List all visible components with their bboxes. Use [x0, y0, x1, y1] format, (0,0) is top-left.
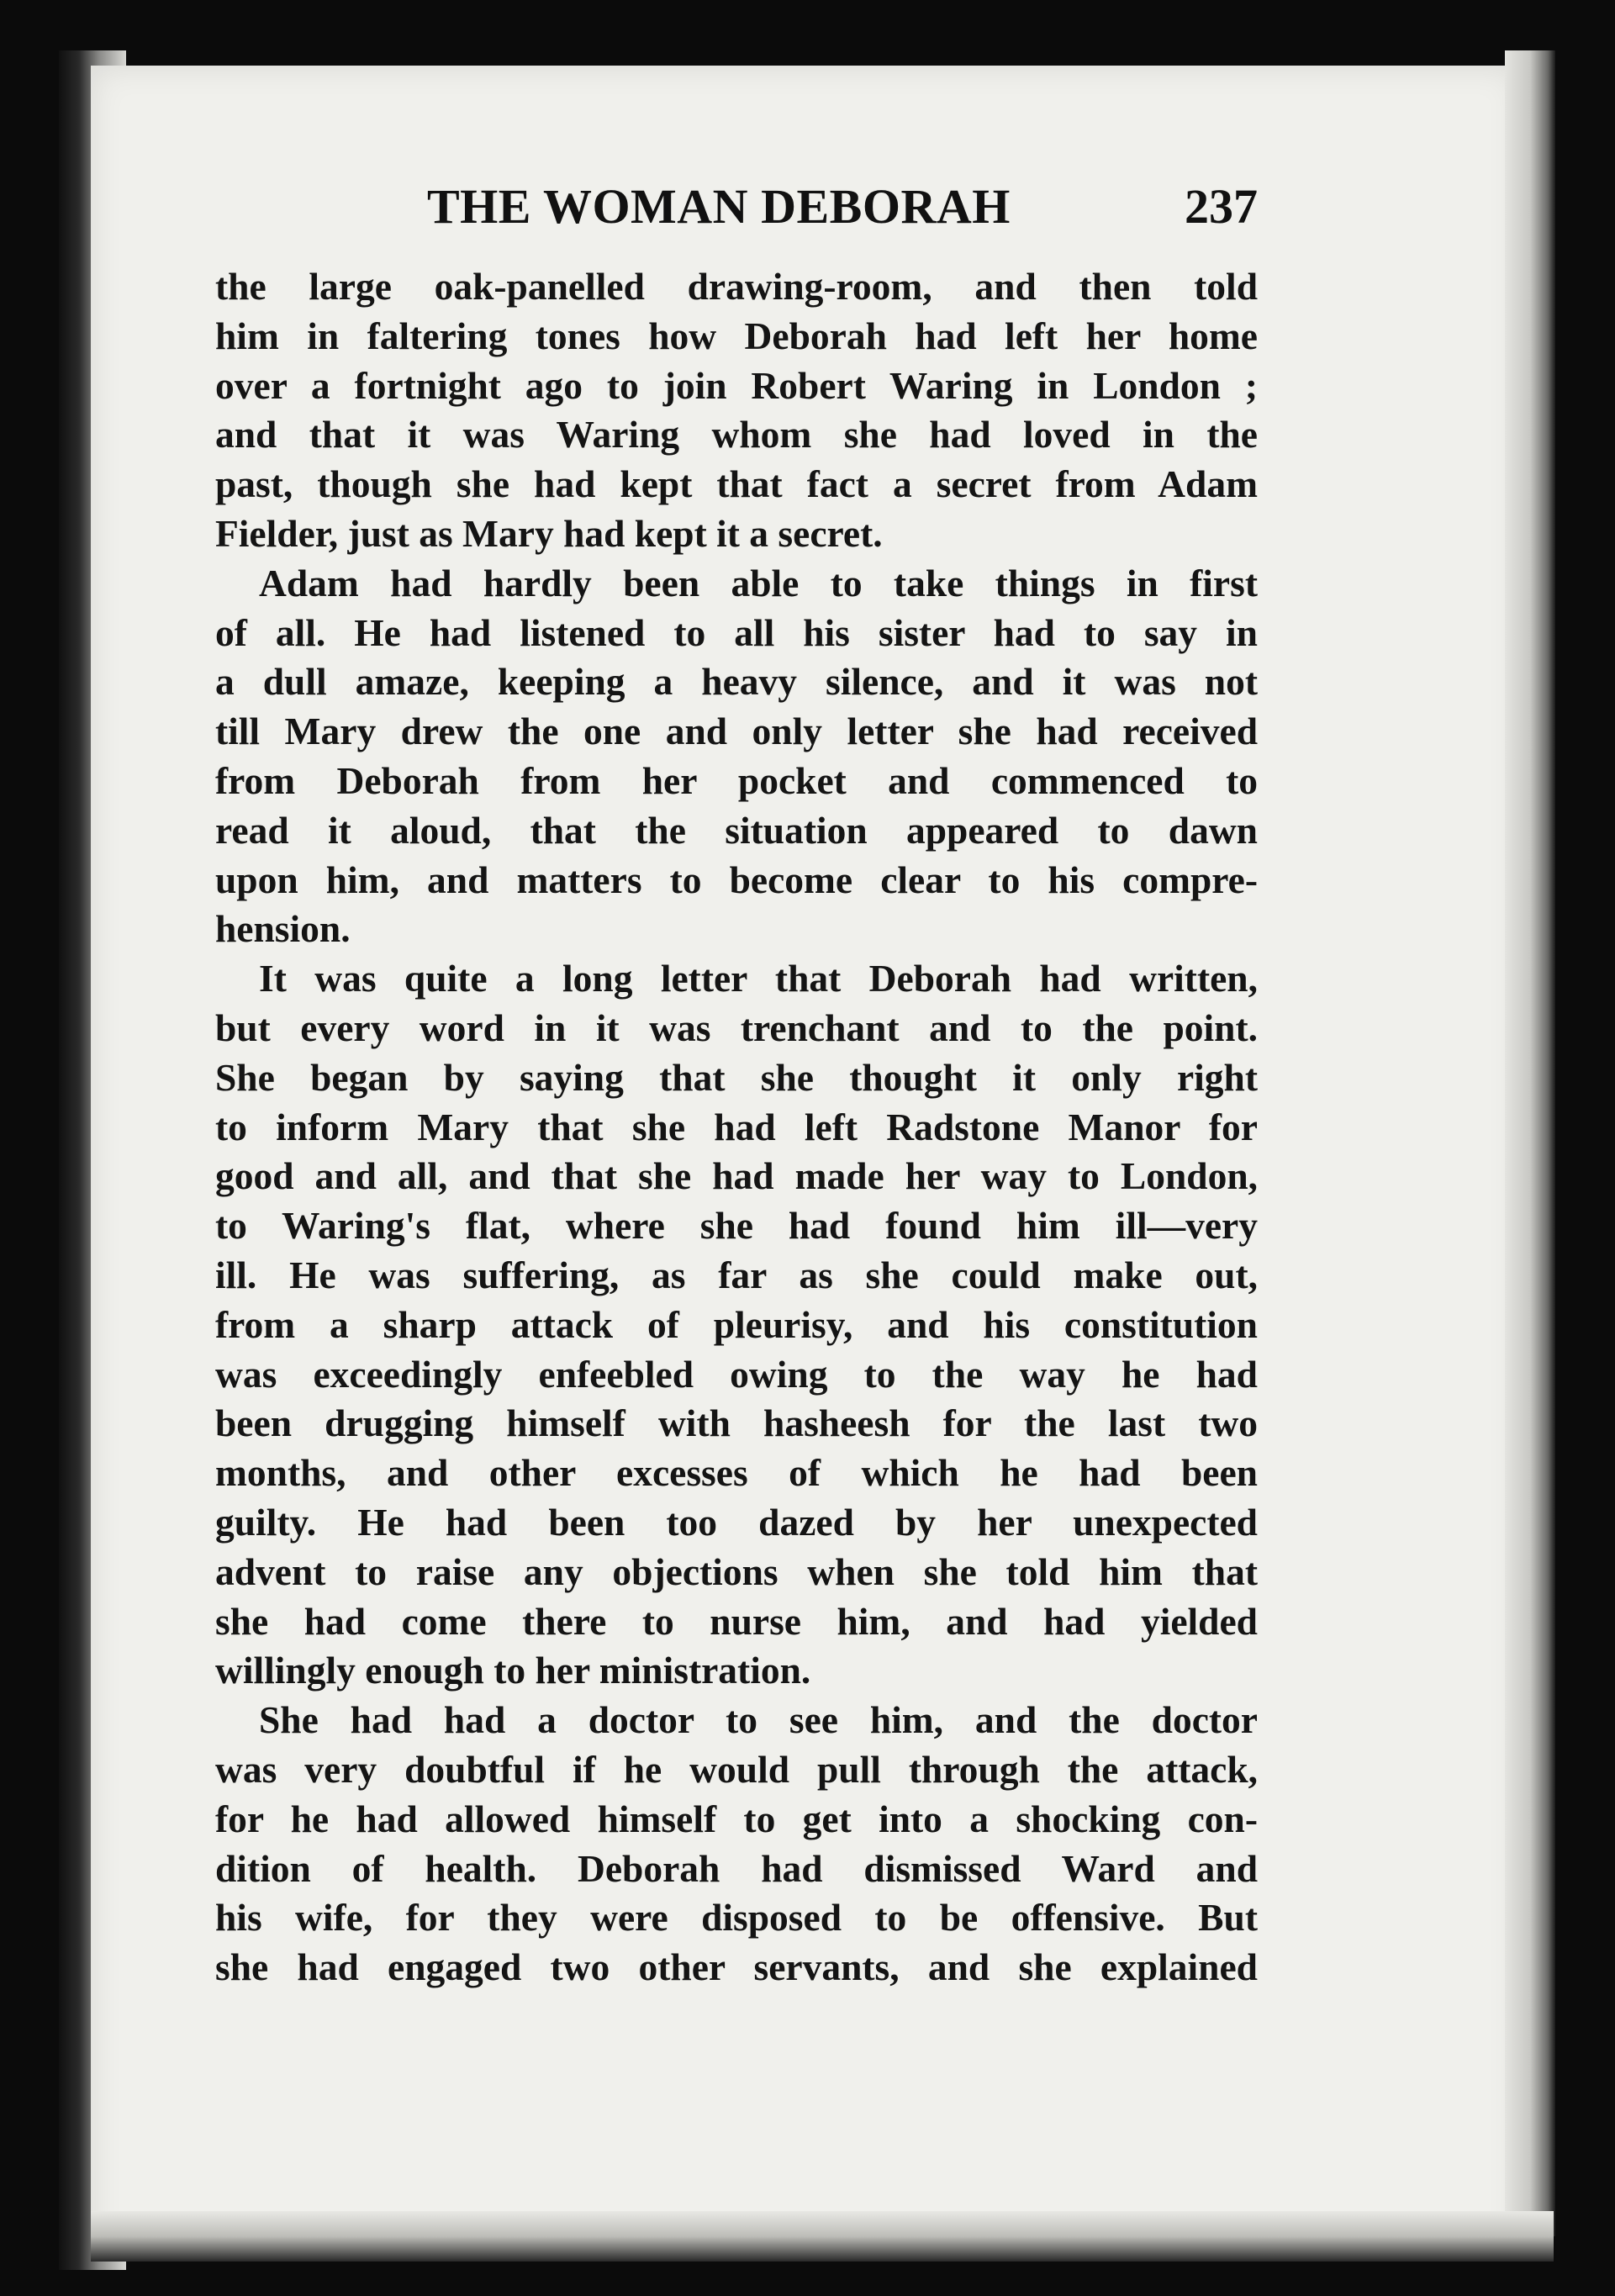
text-line: Fielder, just as Mary had kept it a secret.	[215, 511, 883, 555]
paragraph	[215, 262, 1258, 559]
text-line: advent to raise any objections when she told him that	[215, 1549, 1258, 1593]
text-line: but every word in it was trenchant and to the point.	[215, 1005, 1258, 1049]
text-line: It was quite a long letter that Deborah had written,	[259, 957, 1258, 1000]
body-text	[215, 262, 1258, 1993]
text-line: She had had a doctor to see him, and the doctor	[259, 1698, 1258, 1742]
text-line: willingly enough to her ministration.	[215, 1649, 811, 1692]
text-line: of all. He had listened to all his sister had to say in	[215, 610, 1258, 654]
text-line: guilty. He had been too dazed by her unexpected	[215, 1500, 1258, 1544]
paragraph	[215, 954, 1258, 1696]
text-line: the large oak-panelled drawing-room, and then told	[215, 265, 1258, 308]
text-line: from Deborah from her pocket and commenced to	[215, 758, 1258, 802]
text-line: been drugging himself with hasheesh for the last two	[215, 1401, 1258, 1445]
text-line: months, and other excesses of which he had been	[215, 1451, 1258, 1495]
paragraph	[215, 1696, 1258, 1993]
text-line: read it aloud, that the situation appeared to dawn	[215, 808, 1258, 852]
text-line: to Waring's flat, where she had found him ill—very	[215, 1204, 1258, 1248]
text-line: over a fortnight ago to join Robert Waring in London ;	[215, 363, 1258, 407]
text-line: till Mary drew the one and only letter she had received	[215, 710, 1258, 753]
running-head: THE WOMAN DEBORAH	[427, 179, 1011, 234]
text-line: to inform Mary that she had left Radstone Manor for	[215, 1105, 1258, 1148]
text-line: dition of health. Deborah had dismissed Ward and	[215, 1846, 1258, 1890]
page-edge-bottom	[91, 2211, 1554, 2262]
text-line: and that it was Waring whom she had loved in the	[215, 413, 1258, 457]
page-edge-right	[1505, 50, 1555, 2236]
text-line: a dull amaze, keeping a heavy silence, and it was not	[215, 660, 1258, 704]
text-line: for he had allowed himself to get into a shocking con-	[215, 1797, 1258, 1840]
text-line: she had come there to nurse him, and had yielded	[215, 1599, 1258, 1643]
text-line: Adam had hardly been able to take things in first	[259, 561, 1258, 604]
text-line: hension.	[215, 907, 351, 951]
text-line: upon him, and matters to become clear to his compre-	[215, 858, 1258, 901]
paragraph	[215, 559, 1258, 954]
text-line: past, though she had kept that fact a secret from Adam	[215, 462, 1258, 506]
text-line: was exceedingly enfeebled owing to the way he had	[215, 1352, 1258, 1396]
page-number: 237	[1185, 179, 1258, 234]
text-line: him in faltering tones how Deborah had left her home	[215, 314, 1258, 357]
text-line: his wife, for they were disposed to be offensive. But	[215, 1896, 1258, 1940]
text-line: she had engaged two other servants, and she explained	[215, 1945, 1258, 1989]
text-line: from a sharp attack of pleurisy, and his constitution	[215, 1302, 1258, 1346]
text-line: ill. He was suffering, as far as she could make out,	[215, 1253, 1258, 1296]
page-header	[215, 178, 1258, 254]
text-line: was very doubtful if he would pull through the attack,	[215, 1747, 1258, 1791]
text-line: good and all, and that she had made her way to London,	[215, 1154, 1258, 1198]
text-line: She began by saying that she thought it only right	[215, 1055, 1258, 1099]
